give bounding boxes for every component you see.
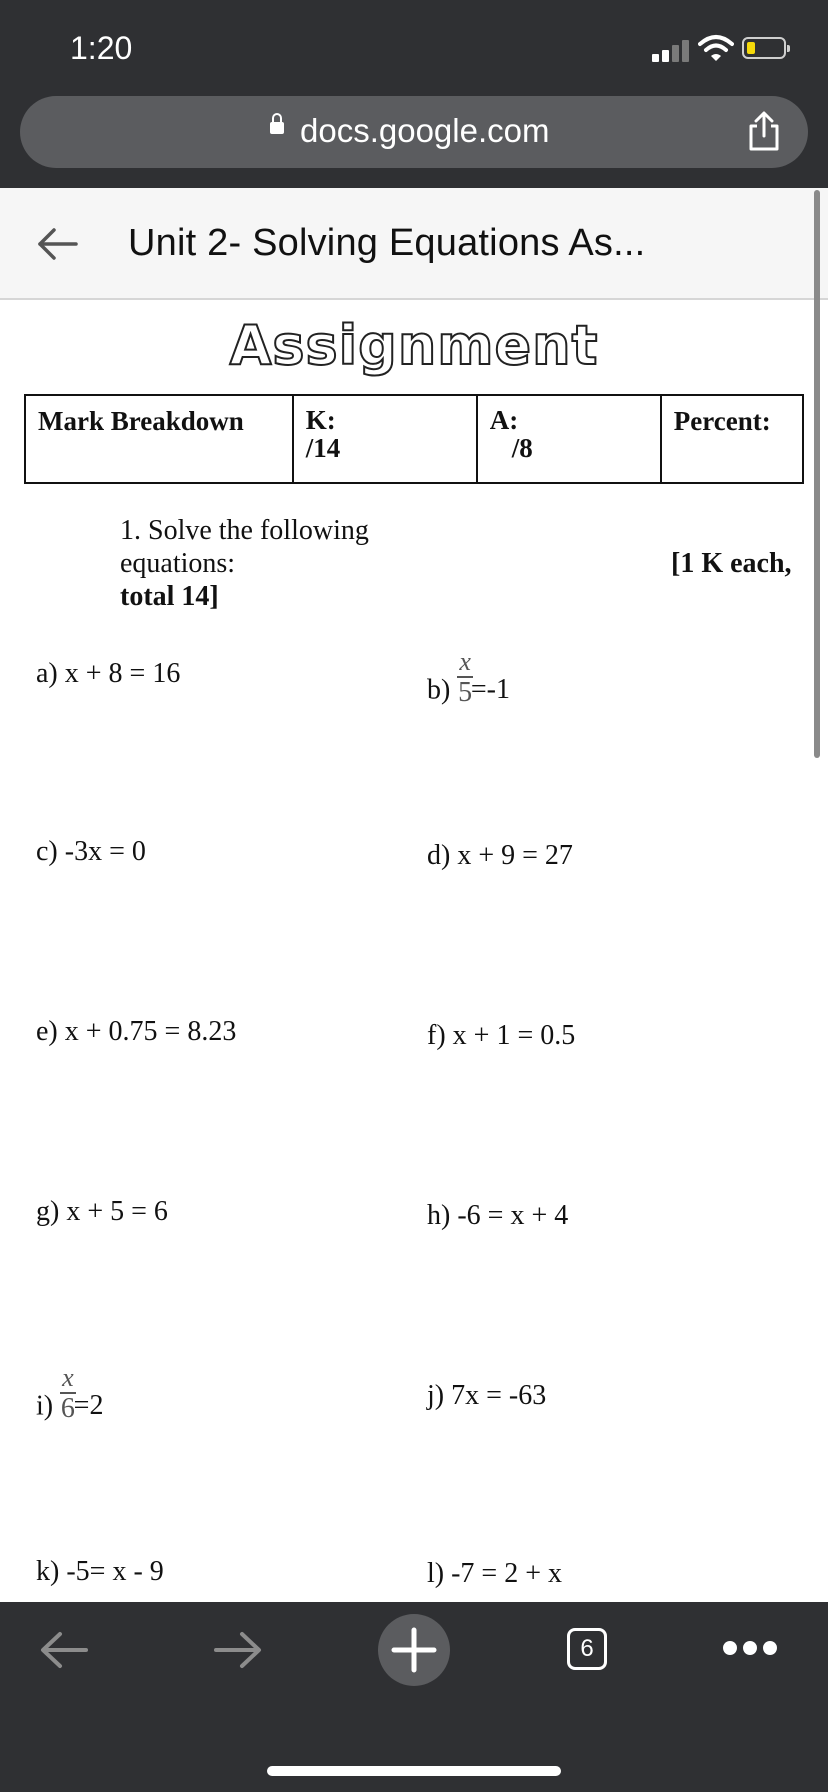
assignment-heading: Assignment xyxy=(229,314,599,377)
doc-title: Unit 2- Solving Equations As... xyxy=(128,222,646,264)
battery-icon xyxy=(742,37,786,59)
equation-label: l) xyxy=(427,1558,445,1589)
equation-label: i) xyxy=(36,1390,54,1422)
equation-d xyxy=(427,840,573,872)
tabs-button[interactable]: 6 xyxy=(567,1628,607,1670)
k-total: /14 xyxy=(305,433,341,463)
question-text-1: Solve the following xyxy=(148,515,369,546)
question-1 xyxy=(120,514,369,613)
equation-label: j) xyxy=(427,1380,445,1411)
more-icon[interactable] xyxy=(722,1640,778,1656)
equation-b xyxy=(427,647,510,722)
fraction xyxy=(60,1364,76,1424)
equation-l xyxy=(427,1558,562,1590)
question-marks: [1 K each, xyxy=(671,548,792,579)
home-indicator[interactable] xyxy=(267,1766,561,1776)
equation-f xyxy=(427,1020,575,1052)
question-total: total 14] xyxy=(120,581,219,612)
equation-label: h) xyxy=(427,1200,451,1231)
url-bar[interactable] xyxy=(20,96,808,168)
equation-text: -3x = 0 xyxy=(64,836,146,867)
k-label: K: xyxy=(305,405,336,435)
k-cell xyxy=(293,395,477,483)
equation-label: k) xyxy=(36,1556,60,1587)
equation-text: -7 = 2 + x xyxy=(451,1558,563,1589)
equation-text: =2 xyxy=(73,1390,104,1422)
mark-breakdown-label: Mark Breakdown xyxy=(25,395,293,483)
url-text[interactable]: docs.google.com xyxy=(300,112,550,149)
mark-breakdown-table xyxy=(24,394,804,484)
equation-label: e) xyxy=(36,1016,58,1047)
fraction-numerator: x xyxy=(62,1363,74,1392)
wifi-icon xyxy=(698,34,734,64)
equation-label: f) xyxy=(427,1020,446,1051)
equation-e xyxy=(36,1016,236,1048)
browser-chrome xyxy=(0,0,828,188)
fraction-denominator: 5 xyxy=(458,677,473,708)
a-total: /8 xyxy=(511,433,533,463)
equation-text: -5= x - 9 xyxy=(66,1556,164,1587)
question-number: 1. xyxy=(120,515,141,546)
equation-text: 7x = -63 xyxy=(451,1380,547,1411)
share-icon[interactable] xyxy=(744,110,784,152)
fraction xyxy=(457,648,473,708)
equation-text: -6 = x + 4 xyxy=(457,1200,569,1231)
equation-text: x + 5 = 6 xyxy=(66,1196,168,1227)
status-time: 1:20 xyxy=(70,30,133,66)
cellular-signal-icon xyxy=(652,38,690,62)
equation-text: =-1 xyxy=(470,674,510,706)
equation-text: x + 0.75 = 8.23 xyxy=(64,1016,237,1047)
browser-toolbar xyxy=(0,1602,828,1792)
question-text-2: equations: xyxy=(120,548,236,579)
equation-k xyxy=(36,1556,164,1588)
a-cell xyxy=(477,395,661,483)
fraction-denominator: 6 xyxy=(60,1393,75,1424)
equation-label: c) xyxy=(36,836,58,867)
percent-label: Percent: xyxy=(661,395,803,483)
equation-label: a) xyxy=(36,658,58,689)
equation-label: d) xyxy=(427,840,451,871)
equation-j xyxy=(427,1380,546,1412)
equation-text: x + 9 = 27 xyxy=(457,840,573,871)
equation-g xyxy=(36,1196,168,1228)
doc-header xyxy=(0,188,828,300)
back-arrow-icon[interactable] xyxy=(36,224,78,264)
new-tab-icon[interactable] xyxy=(378,1614,450,1686)
equation-h xyxy=(427,1200,568,1232)
equation-label: g) xyxy=(36,1196,60,1227)
lock-icon xyxy=(270,122,284,134)
back-icon[interactable] xyxy=(38,1628,90,1672)
fraction-numerator: x xyxy=(459,647,471,676)
a-label: A: xyxy=(489,405,519,435)
forward-icon[interactable] xyxy=(212,1628,264,1672)
equation-i xyxy=(36,1363,104,1438)
equation-text: x + 8 = 16 xyxy=(64,658,181,689)
document-body xyxy=(0,300,828,1602)
equation-text: x + 1 = 0.5 xyxy=(452,1020,576,1051)
equation-a xyxy=(36,658,180,690)
equation-c xyxy=(36,836,146,868)
equation-label: b) xyxy=(427,674,451,706)
